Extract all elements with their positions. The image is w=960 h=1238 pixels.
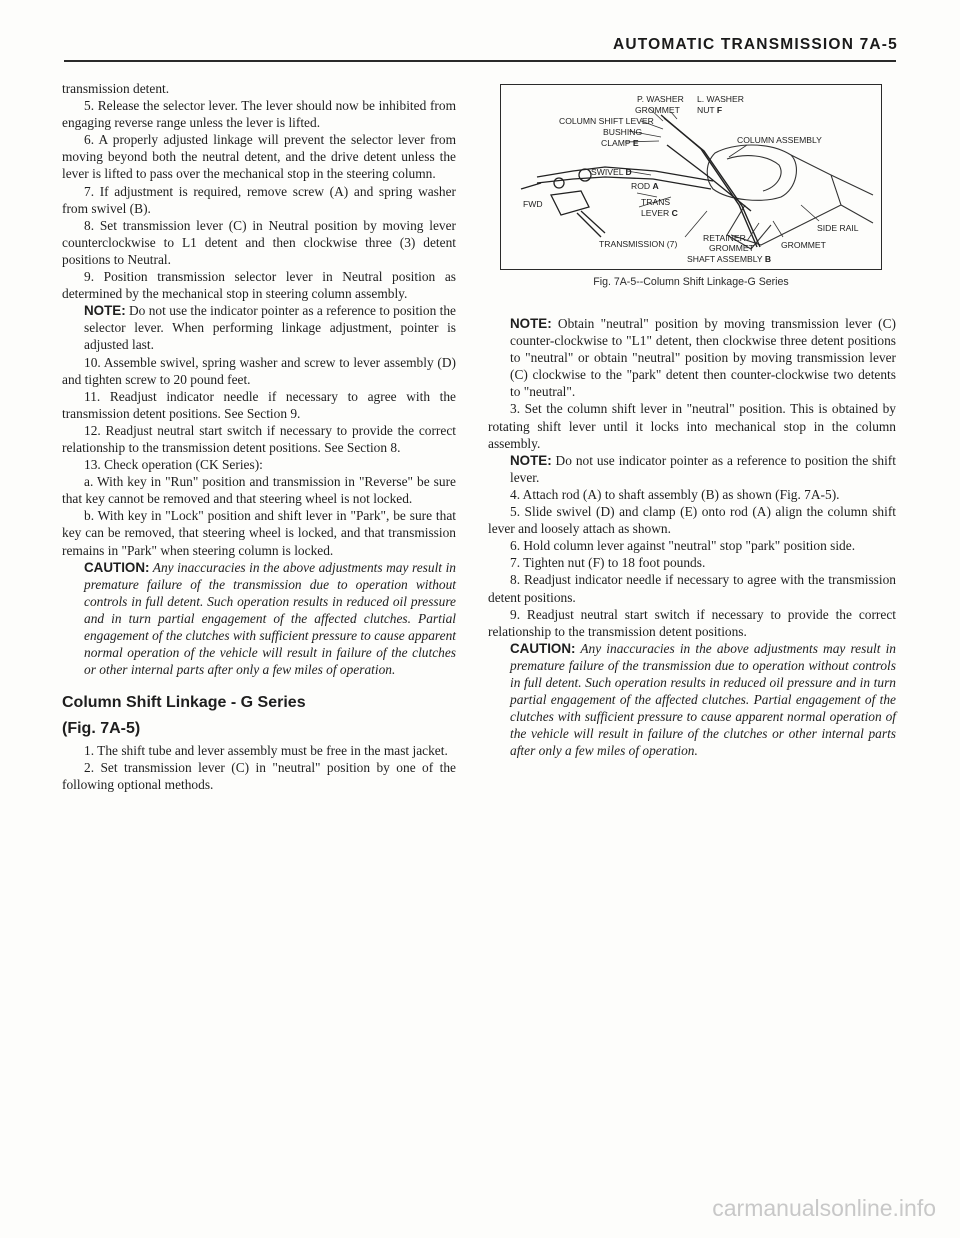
shift-step-4: 4. Attach rod (A) to shaft assembly (B) as shown (Fig. 7A-5).	[510, 486, 840, 502]
note-neutral-block	[488, 315, 896, 400]
page-header-title: AUTOMATIC TRANSMISSION 7A-5	[612, 36, 898, 53]
label-transmission: TRANSMISSION (7)	[599, 239, 678, 249]
note-pointer-label: NOTE:	[510, 452, 552, 468]
label-lever-text: LEVER	[641, 208, 670, 218]
step-13: 13. Check operation (CK Series):	[84, 457, 263, 473]
label-rod-letter: A	[652, 181, 659, 191]
section-figure-ref: (Fig. 7A-5)	[62, 720, 141, 738]
label-side-rail: SIDE RAIL	[817, 223, 859, 233]
label-column-shift-lever: COLUMN SHIFT LEVER	[559, 116, 654, 126]
note-text: Do not use the indicator pointer as a reference to position the selector lever. When performing linkage adjustment, pointer is adjusted last.	[84, 303, 456, 353]
step-8: 8. Set transmission lever (C) in Neutral position by moving lever counterclockwise to L1 detent and then clockwise three (3) detent positions to Neutral.	[62, 217, 456, 267]
note-neutral-label: NOTE:	[510, 316, 552, 331]
label-l-washer: L. WASHER	[697, 94, 744, 104]
right-column	[488, 315, 896, 759]
label-swivel-letter: D	[625, 167, 632, 177]
shift-step-1: 1. The shift tube and lever assembly must be free in the mast jacket.	[84, 743, 448, 759]
label-clamp-letter: E	[632, 138, 639, 148]
label-clamp	[601, 138, 639, 148]
shift-step-8: 8. Readjust indicator needle if necessary to agree with the transmission detent positions.	[488, 572, 896, 605]
shaft-assembly-drawing	[521, 167, 713, 237]
step-7: 7. If adjustment is required, remove screw (A) and spring washer from swivel (B).	[62, 183, 456, 216]
label-grommet-top: GROMMET	[635, 105, 680, 115]
shift-step-2: 2. Set transmission lever (C) in "neutral" position by one of the following optional methods.	[62, 760, 456, 793]
note-neutral-text: Obtain "neutral" position by moving transmission lever (C) counter-clockwise to "L1" detent, then clockwise three detent positions to "neutral" or obtain "neutral" position by moving transmission lever (C) clockwise to the "park" detent then counter-clockwise two detents to "neutral".	[510, 316, 896, 400]
shift-step-9: 9. Readjust neutral start switch if necessary to provide the correct relationship to the transmission detent positions.	[488, 606, 896, 639]
label-column-assembly: COLUMN ASSEMBLY	[737, 135, 822, 145]
label-retainer: RETAINER	[703, 233, 746, 243]
linkage-illustration	[501, 85, 881, 269]
note-pointer-text: Do not use indicator pointer as a reference to position the shift lever.	[510, 452, 896, 485]
caution-right-label: CAUTION:	[510, 640, 576, 656]
leader-lines	[625, 108, 819, 241]
label-swivel	[591, 167, 632, 177]
caution-label: CAUTION:	[84, 559, 150, 575]
note-label: NOTE:	[84, 303, 126, 319]
label-grommet-mid: GROMMET	[709, 243, 754, 253]
left-column	[62, 80, 456, 794]
label-clamp-text: CLAMP	[601, 138, 631, 148]
label-grommet-right: GROMMET	[781, 240, 826, 250]
figure-caption: Fig. 7A-5--Column Shift Linkage-G Series	[593, 276, 789, 288]
linkage-figure	[500, 84, 882, 270]
label-swivel-text: SWIVEL	[591, 167, 624, 177]
shift-step-7: 7. Tighten nut (F) to 18 foot pounds.	[510, 555, 706, 571]
label-lever-letter: C	[671, 208, 678, 218]
label-trans: TRANS	[641, 197, 671, 207]
label-nut-text: NUT	[697, 105, 715, 115]
step-6: 6. A properly adjusted linkage will prevent the selector lever from moving beyond both the neutral detent, and the drive detent unless the lever is lifted to pass over the mechanical stop in the steering column.	[62, 132, 456, 182]
header-rule	[64, 60, 896, 62]
label-nut	[697, 105, 722, 115]
label-nut-letter: F	[716, 105, 723, 115]
caution-block	[62, 559, 456, 679]
note-pointer-block	[488, 452, 896, 486]
label-rod	[631, 181, 659, 191]
section-heading: Column Shift Linkage - G Series	[62, 694, 306, 712]
step-9: 9. Position transmission selector lever in Neutral position as determined by the mechanical stop in steering column assembly.	[62, 269, 456, 302]
step-10: 10. Assemble swivel, spring washer and screw to lever assembly (D) and tighten screw to 20 pound feet.	[62, 354, 456, 387]
label-rod-text: ROD	[631, 181, 651, 191]
shift-step-5: 5. Slide swivel (D) and clamp (E) onto rod (A) align the column shift lever and loosely attach as shown.	[488, 504, 896, 537]
shift-step-6: 6. Hold column lever against "neutral" stop "park" position side.	[510, 538, 856, 554]
label-shaft-text: SHAFT ASSEMBLY	[687, 254, 763, 264]
step-5: 5. Release the selector lever. The lever should now be inhibited from engaging reverse range unless the lever is lifted.	[62, 98, 456, 131]
watermark: carmanualsonline.info	[712, 1195, 936, 1221]
caution-text: Any inaccuracies in the above adjustments may result in premature failure of the transmission due to operation without controls in full detent. Such operation results in reduced oil pressure and in turn partial engagement of the affected clutches. Partial engagement of the clutches with sufficient pressure to cause apparent normal operation of the vehicle will result in failure of the clutches or other internal parts after only a few miles of operation.	[84, 559, 456, 678]
paragraph-continuation: transmission detent.	[62, 81, 170, 96]
label-fwd: FWD	[523, 199, 543, 209]
step-12: 12. Readjust neutral start switch if necessary to provide the correct relationship to the transmission detent positions. See Section 8.	[62, 422, 456, 455]
step-11: 11. Readjust indicator needle if necessary to agree with the transmission detent positions. See Section 9.	[62, 388, 456, 421]
label-shaft-assembly	[687, 254, 771, 264]
note-block	[62, 302, 456, 353]
label-bushing: BUSHING	[603, 127, 643, 137]
step-13a: a. With key in "Run" position and transmission in "Reverse" be sure that key cannot be removed and that steering wheel is not locked.	[62, 474, 456, 507]
label-p-washer: P. WASHER	[637, 94, 684, 104]
label-lever	[641, 208, 678, 218]
shift-step-3: 3. Set the column shift lever in "neutral" position. This is obtained by rotating shift lever until it locks into mechanical stop in the column assembly.	[488, 401, 896, 451]
label-shaft-letter: B	[764, 254, 772, 264]
caution-right-block	[488, 640, 896, 760]
caution-right-text: Any inaccuracies in the above adjustments may result in premature failure of the transmission due to operation without controls in full detent. Such operation results in reduced oil pressure and in turn partial engagement of the affected clutches. Partial engagement of the clutches with sufficient pressure to cause apparent normal operation of the vehicle will result in failure of the clutches or other internal parts after only a few miles of operation.	[510, 640, 896, 759]
step-13b: b. With key in "Lock" position and shift lever in "Park", be sure that key can be removed, that steering wheel is locked, and that transmission remains in "Park" when steering column is locked.	[62, 508, 456, 558]
